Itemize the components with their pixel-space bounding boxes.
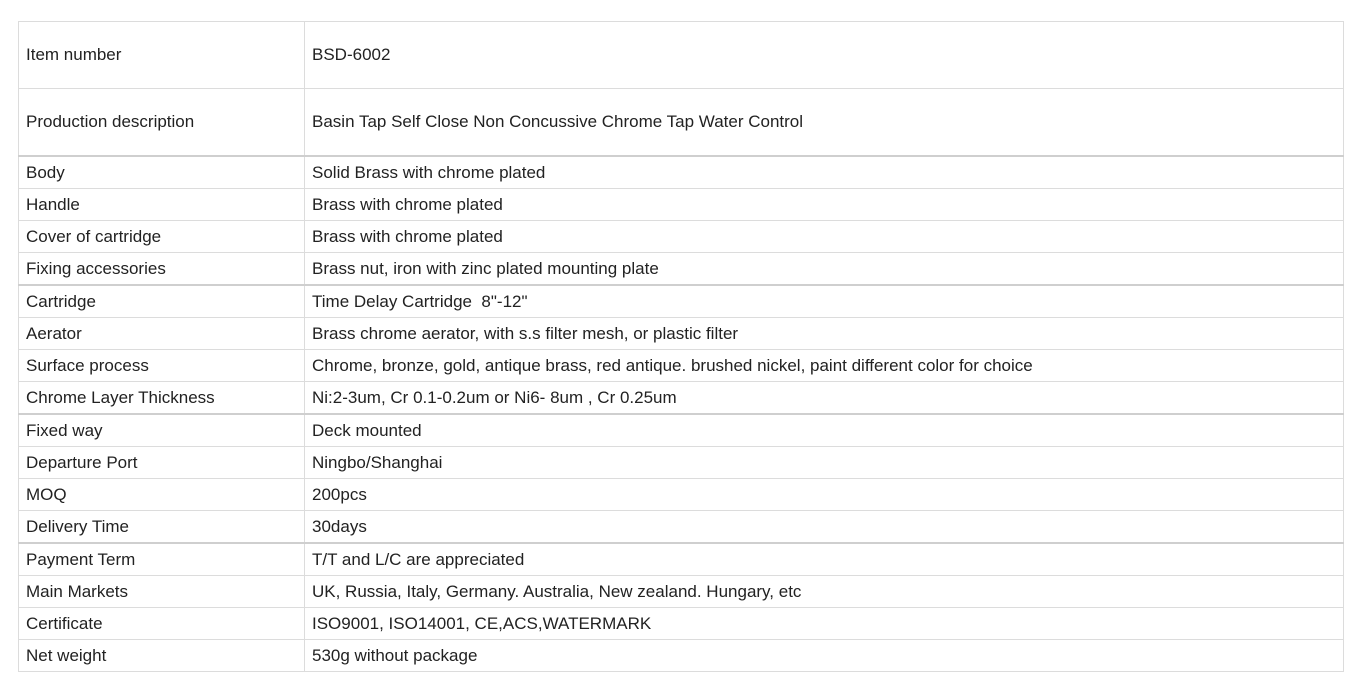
row-value: Brass with chrome plated bbox=[305, 221, 1344, 253]
row-value: 200pcs bbox=[305, 479, 1344, 511]
table-row bbox=[19, 447, 1344, 479]
table-row bbox=[19, 156, 1344, 189]
table-row bbox=[19, 221, 1344, 253]
row-label: Payment Term bbox=[19, 543, 305, 576]
row-value: Brass chrome aerator, with s.s filter mesh, or plastic filter bbox=[305, 318, 1344, 350]
row-label: Aerator bbox=[19, 318, 305, 350]
row-label: Body bbox=[19, 156, 305, 189]
row-label: Net weight bbox=[19, 640, 305, 672]
row-label: Fixed way bbox=[19, 414, 305, 447]
row-label: Fixing accessories bbox=[19, 253, 305, 286]
row-value: Chrome, bronze, gold, antique brass, red antique. brushed nickel, paint different color for choice bbox=[305, 350, 1344, 382]
row-label: MOQ bbox=[19, 479, 305, 511]
product-spec-table bbox=[18, 21, 1344, 672]
row-value: Time Delay Cartridge 8"-12" bbox=[305, 285, 1344, 318]
row-value: 530g without package bbox=[305, 640, 1344, 672]
row-value: Ni:2-3um, Cr 0.1-0.2um or Ni6- 8um , Cr 0.25um bbox=[305, 382, 1344, 415]
table-row bbox=[19, 382, 1344, 415]
table-row bbox=[19, 543, 1344, 576]
row-label: Chrome Layer Thickness bbox=[19, 382, 305, 415]
row-value: BSD-6002 bbox=[305, 22, 1344, 89]
row-label: Departure Port bbox=[19, 447, 305, 479]
row-label: Certificate bbox=[19, 608, 305, 640]
row-label: Production description bbox=[19, 89, 305, 157]
row-value: Brass nut, iron with zinc plated mounting plate bbox=[305, 253, 1344, 286]
row-label: Handle bbox=[19, 189, 305, 221]
row-value: Brass with chrome plated bbox=[305, 189, 1344, 221]
table-row bbox=[19, 253, 1344, 286]
table-row bbox=[19, 576, 1344, 608]
table-row bbox=[19, 189, 1344, 221]
table-row bbox=[19, 479, 1344, 511]
row-value: UK, Russia, Italy, Germany. Australia, New zealand. Hungary, etc bbox=[305, 576, 1344, 608]
row-label: Cartridge bbox=[19, 285, 305, 318]
row-value: T/T and L/C are appreciated bbox=[305, 543, 1344, 576]
row-label: Item number bbox=[19, 22, 305, 89]
table-row bbox=[19, 414, 1344, 447]
row-label: Main Markets bbox=[19, 576, 305, 608]
row-value: Solid Brass with chrome plated bbox=[305, 156, 1344, 189]
row-value: Basin Tap Self Close Non Concussive Chrome Tap Water Control bbox=[305, 89, 1344, 157]
table-row bbox=[19, 318, 1344, 350]
table-row bbox=[19, 89, 1344, 157]
row-label: Surface process bbox=[19, 350, 305, 382]
row-label: Delivery Time bbox=[19, 511, 305, 544]
table-row bbox=[19, 608, 1344, 640]
row-value: 30days bbox=[305, 511, 1344, 544]
row-label: Cover of cartridge bbox=[19, 221, 305, 253]
row-value: ISO9001, ISO14001, CE,ACS,WATERMARK bbox=[305, 608, 1344, 640]
table-row bbox=[19, 511, 1344, 544]
table-row bbox=[19, 640, 1344, 672]
table-row bbox=[19, 22, 1344, 89]
row-value: Deck mounted bbox=[305, 414, 1344, 447]
table-row bbox=[19, 285, 1344, 318]
row-value: Ningbo/Shanghai bbox=[305, 447, 1344, 479]
table-row bbox=[19, 350, 1344, 382]
